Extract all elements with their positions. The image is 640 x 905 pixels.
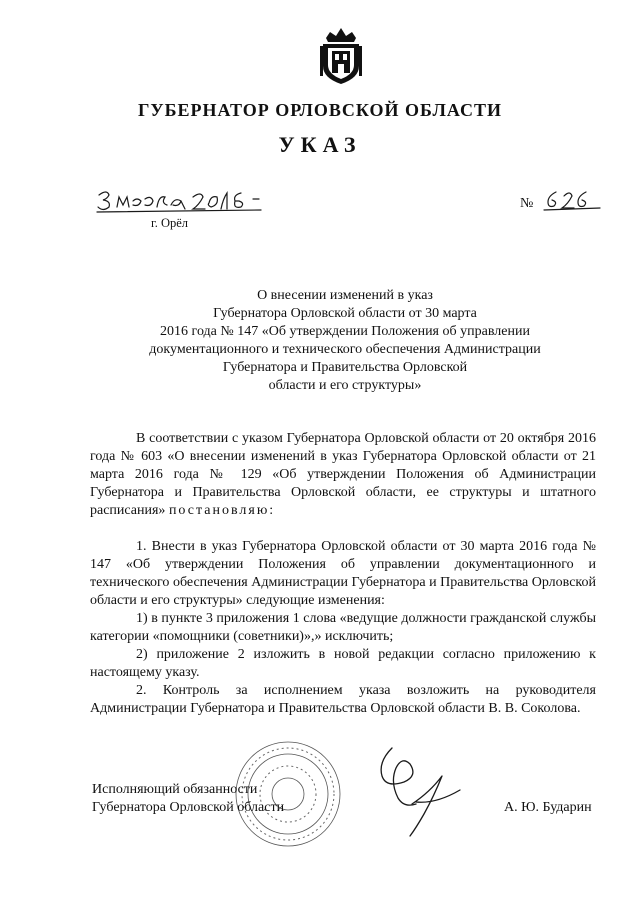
handwritten-signature-icon xyxy=(352,742,472,840)
position-line: Исполняющий обязанности xyxy=(92,782,258,797)
subject-line: документационного и технического обеспечения Администрации xyxy=(149,342,541,357)
decree-body xyxy=(90,430,596,718)
decree-subject xyxy=(60,287,630,395)
preamble-paragraph xyxy=(90,430,596,520)
preamble-text: В соответствии с указом Губернатора Орловской области от 20 октября 2016 года № 603 «О внесении изменений в указ Губернатора Орловской области от 21 марта 2016 года № 129 «Об утверждении Положения об Администрации Губернатора и Правительства Орловской области, ее структуры и штатного расписания» xyxy=(90,431,596,518)
subject-line: О внесении изменений в указ xyxy=(257,288,433,303)
subclause-1: 1) в пункте 3 приложения 1 слова «ведущие должности гражданской службы категории «помощники (советники)»,» исключить; xyxy=(90,611,596,644)
handwritten-number xyxy=(542,188,604,214)
position-line: Губернатора Орловской области xyxy=(92,800,285,815)
resolve-word: постановляю: xyxy=(168,503,276,518)
subject-line: Губернатора и Правительства Орловской xyxy=(222,360,468,375)
signer-name: А. Ю. Бударин xyxy=(504,800,592,815)
handwritten-date xyxy=(95,185,267,217)
clause-1: 1. Внести в указ Губернатора Орловской области от 30 марта 2016 года № 147 «Об утверждении Положения об управлении документационного и технического обеспечения Администрации Губернатора и Правительства Орловской области и его структуры» следующие изменения: xyxy=(90,539,596,608)
number-label: № xyxy=(520,196,534,211)
signatory-position xyxy=(92,781,284,817)
governor-title: ГУБЕРНАТОР ОРЛОВСКОЙ ОБЛАСТИ xyxy=(137,100,503,120)
clause-2: 2. Контроль за исполнением указа возложить на руководителя Администрации Губернатора и Правительства Орловской области В. В. Соколова. xyxy=(90,683,596,716)
subject-line: области и его структуры» xyxy=(268,378,422,393)
decree-title: УКАЗ xyxy=(278,132,362,157)
subject-line: 2016 года № 147 «Об утверждении Положения об управлении xyxy=(160,324,530,339)
city-label: г. Орёл xyxy=(151,216,189,230)
subject-line: Губернатора Орловской области от 30 марта xyxy=(213,306,477,321)
coat-of-arms-icon xyxy=(318,24,364,86)
subclause-2: 2) приложение 2 изложить в новой редакции согласно приложению к настоящему указу. xyxy=(90,647,596,680)
